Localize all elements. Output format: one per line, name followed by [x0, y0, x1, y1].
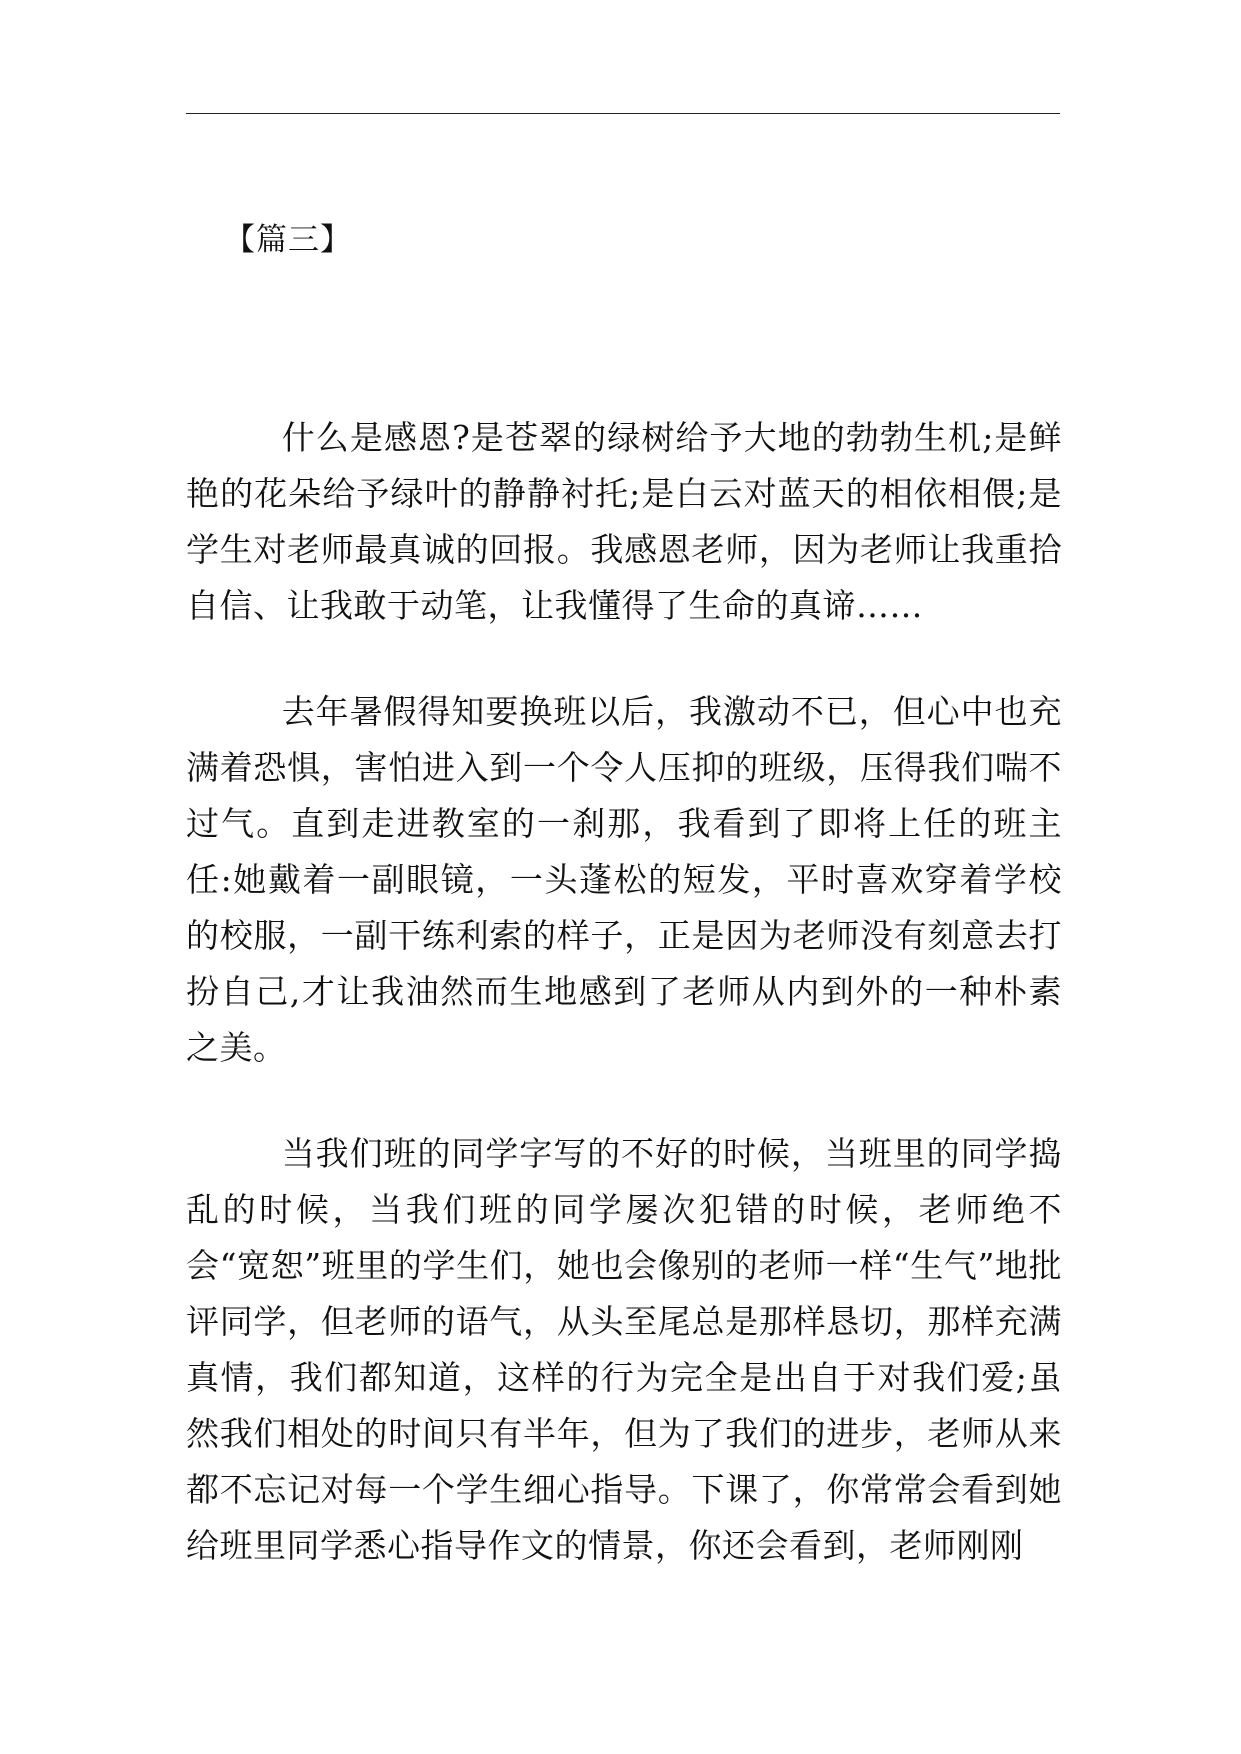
paragraph-2: 去年暑假得知要换班以后，我激动不已，但心中也充满着恐惧，害怕进入到一个令人压抑的班级，压得我们喘不过气。直到走进教室的一刹那，我看到了即将上任的班主任:她戴着一副眼镜，一头蓬松的短发，平时喜欢穿着学校的校服，一副干练利索的样子，正是因为老师没有刻意去打扮自己,才让我油然而生地感到了老师从内到外的一种朴素之美。	[186, 692, 1062, 1067]
paragraph-1: 什么是感恩?是苍翠的绿树给予大地的勃勃生机;是鲜艳的花朵给予绿叶的静静衬托;是白云对蓝天的相依相偎;是学生对老师最真诚的回报。我感恩老师，因为老师让我重拾自信、让我敢于动笔，让我懂得了生命的真谛……	[186, 418, 1062, 625]
header-divider	[186, 113, 1060, 114]
document-body	[186, 220, 1062, 1574]
section-heading: 【篇三】	[224, 222, 352, 258]
paragraph-3: 当我们班的同学字写的不好的时候，当班里的同学捣乱的时候，当我们班的同学屡次犯错的时候，老师绝不会“宽恕”班里的学生们，她也会像别的老师一样“生气”地批评同学，但老师的语气，从头至尾总是那样恳切，那样充满真情，我们都知道，这样的行为完全是出自于对我们爱;虽然我们相处的时间只有半年，但为了我们的进步，老师从来都不忘记对每一个学生细心指导。下课了，你常常会看到她给班里同学悉心指导作文的情景，你还会看到，老师刚刚	[186, 1134, 1062, 1565]
